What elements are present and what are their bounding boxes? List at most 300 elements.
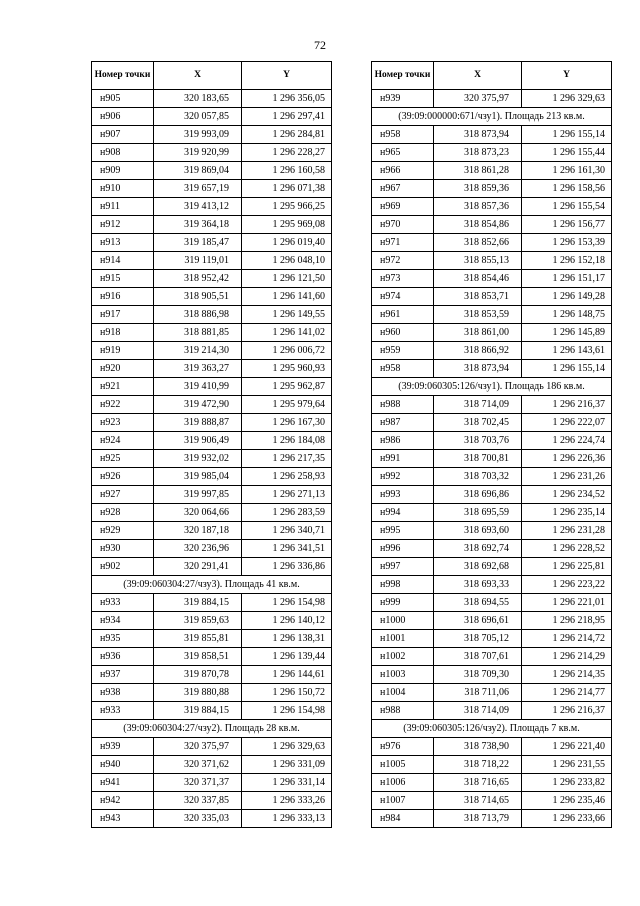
x-coordinate-cell: 320 337,85 [154,792,242,810]
x-coordinate-cell: 319 906,49 [154,432,242,450]
section-caption: (39:09:060305:126/чзу2). Площадь 7 кв.м. [372,720,612,738]
x-coordinate-cell: 318 714,65 [434,792,522,810]
y-coordinate-cell: 1 296 153,39 [522,234,612,252]
x-coordinate-cell: 320 335,03 [154,810,242,828]
section-caption: (39:09:000000:671/чзу1). Площадь 213 кв.м. [372,108,612,126]
table-row [92,792,332,810]
x-coordinate-cell: 320 236,96 [154,540,242,558]
table-row [92,216,332,234]
point-number-cell: н996 [372,540,434,558]
x-coordinate-cell: 319 413,12 [154,198,242,216]
table-row [92,360,332,378]
point-number-cell: н911 [92,198,154,216]
y-coordinate-cell: 1 296 184,08 [242,432,332,450]
point-number-cell: н1004 [372,684,434,702]
y-coordinate-cell: 1 296 228,52 [522,540,612,558]
table-row [92,648,332,666]
y-coordinate-cell: 1 296 214,35 [522,666,612,684]
x-coordinate-cell: 318 709,30 [434,666,522,684]
x-coordinate-cell: 318 711,06 [434,684,522,702]
y-coordinate-cell: 1 296 231,28 [522,522,612,540]
x-coordinate-cell: 318 861,00 [434,324,522,342]
y-coordinate-cell: 1 296 148,75 [522,306,612,324]
table-row [92,90,332,108]
header-x: X [154,62,242,90]
y-coordinate-cell: 1 296 283,59 [242,504,332,522]
y-coordinate-cell: 1 296 139,44 [242,648,332,666]
x-coordinate-cell: 318 714,09 [434,396,522,414]
x-coordinate-cell: 319 870,78 [154,666,242,684]
table-row [372,414,612,432]
y-coordinate-cell: 1 296 149,55 [242,306,332,324]
y-coordinate-cell: 1 296 331,14 [242,774,332,792]
x-coordinate-cell: 318 873,94 [434,126,522,144]
point-number-cell: н942 [92,792,154,810]
coordinates-table-right [371,61,612,828]
y-coordinate-cell: 1 296 048,10 [242,252,332,270]
y-coordinate-cell: 1 296 225,81 [522,558,612,576]
x-coordinate-cell: 318 696,61 [434,612,522,630]
table-row [92,540,332,558]
table-row [372,198,612,216]
table-row [92,270,332,288]
header-x: X [434,62,522,90]
point-number-cell: н925 [92,450,154,468]
table-row [372,666,612,684]
x-coordinate-cell: 318 873,94 [434,360,522,378]
x-coordinate-cell: 318 696,86 [434,486,522,504]
point-number-cell: н993 [372,486,434,504]
x-coordinate-cell: 319 997,85 [154,486,242,504]
point-number-cell: н926 [92,468,154,486]
x-coordinate-cell: 319 657,19 [154,180,242,198]
x-coordinate-cell: 318 705,12 [434,630,522,648]
point-number-cell: н924 [92,432,154,450]
x-coordinate-cell: 318 692,74 [434,540,522,558]
x-coordinate-cell: 318 854,86 [434,216,522,234]
x-coordinate-cell: 319 993,09 [154,126,242,144]
x-coordinate-cell: 318 881,85 [154,324,242,342]
y-coordinate-cell: 1 295 969,08 [242,216,332,234]
point-number-cell: н974 [372,288,434,306]
table-row [372,180,612,198]
point-number-cell: н1000 [372,612,434,630]
point-number-cell: н934 [92,612,154,630]
x-coordinate-cell: 319 880,88 [154,684,242,702]
point-number-cell: н960 [372,324,434,342]
point-number-cell: н906 [92,108,154,126]
table-row [92,594,332,612]
x-coordinate-cell: 319 855,81 [154,630,242,648]
table-row [372,144,612,162]
y-coordinate-cell: 1 296 297,41 [242,108,332,126]
table-row [372,432,612,450]
table-row [92,396,332,414]
point-number-cell: н913 [92,234,154,252]
y-coordinate-cell: 1 296 233,82 [522,774,612,792]
table-row [372,504,612,522]
header-point-number: Номер точки [92,62,154,90]
point-number-cell: н933 [92,594,154,612]
point-number-cell: н1006 [372,774,434,792]
point-number-cell: н933 [92,702,154,720]
point-number-cell: н998 [372,576,434,594]
point-number-cell: н943 [92,810,154,828]
point-number-cell: н1001 [372,630,434,648]
table-row [372,324,612,342]
point-number-cell: н941 [92,774,154,792]
y-coordinate-cell: 1 296 340,71 [242,522,332,540]
table-row [372,90,612,108]
x-coordinate-cell: 318 700,81 [434,450,522,468]
table-row [372,774,612,792]
point-number-cell: н910 [92,180,154,198]
point-number-cell: н907 [92,126,154,144]
point-number-cell: н988 [372,702,434,720]
y-coordinate-cell: 1 296 140,12 [242,612,332,630]
point-number-cell: н969 [372,198,434,216]
table-header-row [92,62,332,90]
table-row [372,234,612,252]
point-number-cell: н958 [372,126,434,144]
x-coordinate-cell: 319 869,04 [154,162,242,180]
y-coordinate-cell: 1 295 979,64 [242,396,332,414]
y-coordinate-cell: 1 296 235,46 [522,792,612,810]
x-coordinate-cell: 319 884,15 [154,702,242,720]
table-row [92,108,332,126]
table-row [372,612,612,630]
table-row [372,792,612,810]
point-number-cell: н971 [372,234,434,252]
y-coordinate-cell: 1 296 235,14 [522,504,612,522]
section-caption-row [92,576,332,594]
table-row [372,360,612,378]
table-row [372,522,612,540]
x-coordinate-cell: 319 363,27 [154,360,242,378]
point-number-cell: н1007 [372,792,434,810]
y-coordinate-cell: 1 296 333,26 [242,792,332,810]
table-row [92,738,332,756]
point-number-cell: н972 [372,252,434,270]
x-coordinate-cell: 318 855,13 [434,252,522,270]
point-number-cell: н966 [372,162,434,180]
point-number-cell: н928 [92,504,154,522]
y-coordinate-cell: 1 296 145,89 [522,324,612,342]
y-coordinate-cell: 1 296 336,86 [242,558,332,576]
x-coordinate-cell: 320 064,66 [154,504,242,522]
point-number-cell: н997 [372,558,434,576]
x-coordinate-cell: 320 375,97 [154,738,242,756]
table-row [372,216,612,234]
y-coordinate-cell: 1 296 221,40 [522,738,612,756]
y-coordinate-cell: 1 296 160,58 [242,162,332,180]
point-number-cell: н930 [92,540,154,558]
table-row [372,486,612,504]
y-coordinate-cell: 1 296 143,61 [522,342,612,360]
y-coordinate-cell: 1 296 151,17 [522,270,612,288]
y-coordinate-cell: 1 296 167,30 [242,414,332,432]
point-number-cell: н970 [372,216,434,234]
table-row [372,450,612,468]
x-coordinate-cell: 320 371,37 [154,774,242,792]
x-coordinate-cell: 318 714,09 [434,702,522,720]
header-y: Y [242,62,332,90]
point-number-cell: н919 [92,342,154,360]
table-row [92,684,332,702]
y-coordinate-cell: 1 296 221,01 [522,594,612,612]
y-coordinate-cell: 1 296 006,72 [242,342,332,360]
point-number-cell: н987 [372,414,434,432]
x-coordinate-cell: 319 888,87 [154,414,242,432]
y-coordinate-cell: 1 296 223,22 [522,576,612,594]
table-row [92,504,332,522]
x-coordinate-cell: 320 183,65 [154,90,242,108]
point-number-cell: н994 [372,504,434,522]
point-number-cell: н914 [92,252,154,270]
table-row [92,288,332,306]
y-coordinate-cell: 1 296 154,98 [242,594,332,612]
x-coordinate-cell: 318 694,55 [434,594,522,612]
y-coordinate-cell: 1 296 216,37 [522,396,612,414]
x-coordinate-cell: 318 861,28 [434,162,522,180]
table-row [92,126,332,144]
table-row [92,162,332,180]
section-caption-row [372,108,612,126]
point-number-cell: н967 [372,180,434,198]
y-coordinate-cell: 1 296 231,55 [522,756,612,774]
y-coordinate-cell: 1 296 161,30 [522,162,612,180]
table-row [372,558,612,576]
section-caption-row [372,378,612,396]
table-row [92,810,332,828]
x-coordinate-cell: 318 873,23 [434,144,522,162]
table-row [92,252,332,270]
table-row [372,288,612,306]
y-coordinate-cell: 1 296 214,77 [522,684,612,702]
x-coordinate-cell: 319 920,99 [154,144,242,162]
y-coordinate-cell: 1 296 234,52 [522,486,612,504]
point-number-cell: н921 [92,378,154,396]
y-coordinate-cell: 1 296 231,26 [522,468,612,486]
x-coordinate-cell: 319 364,18 [154,216,242,234]
point-number-cell: н959 [372,342,434,360]
table-row [92,306,332,324]
point-number-cell: н939 [92,738,154,756]
y-coordinate-cell: 1 296 155,44 [522,144,612,162]
table-row [372,702,612,720]
point-number-cell: н915 [92,270,154,288]
y-coordinate-cell: 1 296 233,66 [522,810,612,828]
table-row [372,810,612,828]
y-coordinate-cell: 1 296 226,36 [522,450,612,468]
point-number-cell: н992 [372,468,434,486]
point-number-cell: н923 [92,414,154,432]
header-y: Y [522,62,612,90]
y-coordinate-cell: 1 296 214,72 [522,630,612,648]
point-number-cell: н916 [92,288,154,306]
x-coordinate-cell: 319 214,30 [154,342,242,360]
y-coordinate-cell: 1 296 155,14 [522,360,612,378]
point-number-cell: н920 [92,360,154,378]
y-coordinate-cell: 1 296 284,81 [242,126,332,144]
page-number: 72 [314,38,326,52]
x-coordinate-cell: 320 057,85 [154,108,242,126]
table-row [92,630,332,648]
point-number-cell: н961 [372,306,434,324]
table-row [92,666,332,684]
x-coordinate-cell: 320 187,18 [154,522,242,540]
point-number-cell: н938 [92,684,154,702]
point-number-cell: н995 [372,522,434,540]
section-caption: (39:09:060305:126/чзу1). Площадь 186 кв.м. [372,378,612,396]
table-row [92,486,332,504]
y-coordinate-cell: 1 296 214,29 [522,648,612,666]
x-coordinate-cell: 318 702,45 [434,414,522,432]
table-row [92,180,332,198]
y-coordinate-cell: 1 296 329,63 [522,90,612,108]
y-coordinate-cell: 1 296 333,13 [242,810,332,828]
table-row [92,612,332,630]
y-coordinate-cell: 1 296 150,72 [242,684,332,702]
x-coordinate-cell: 318 738,90 [434,738,522,756]
x-coordinate-cell: 318 713,79 [434,810,522,828]
y-coordinate-cell: 1 295 966,25 [242,198,332,216]
table-row [372,396,612,414]
point-number-cell: н1005 [372,756,434,774]
y-coordinate-cell: 1 295 962,87 [242,378,332,396]
table-row [372,738,612,756]
y-coordinate-cell: 1 296 071,38 [242,180,332,198]
y-coordinate-cell: 1 296 222,07 [522,414,612,432]
x-coordinate-cell: 318 703,76 [434,432,522,450]
y-coordinate-cell: 1 296 216,37 [522,702,612,720]
point-number-cell: н927 [92,486,154,504]
y-coordinate-cell: 1 296 224,74 [522,432,612,450]
x-coordinate-cell: 320 375,97 [434,90,522,108]
y-coordinate-cell: 1 296 141,60 [242,288,332,306]
point-number-cell: н1003 [372,666,434,684]
y-coordinate-cell: 1 296 155,54 [522,198,612,216]
table-header-row [372,62,612,90]
point-number-cell: н940 [92,756,154,774]
table-row [92,450,332,468]
table-row [92,342,332,360]
x-coordinate-cell: 318 886,98 [154,306,242,324]
x-coordinate-cell: 319 472,90 [154,396,242,414]
x-coordinate-cell: 320 371,62 [154,756,242,774]
point-number-cell: н937 [92,666,154,684]
y-coordinate-cell: 1 296 271,13 [242,486,332,504]
x-coordinate-cell: 319 185,47 [154,234,242,252]
point-number-cell: н908 [92,144,154,162]
point-number-cell: н986 [372,432,434,450]
point-number-cell: н939 [372,90,434,108]
y-coordinate-cell: 1 296 155,14 [522,126,612,144]
y-coordinate-cell: 1 296 019,40 [242,234,332,252]
table-row [372,162,612,180]
x-coordinate-cell: 319 410,99 [154,378,242,396]
y-coordinate-cell: 1 296 121,50 [242,270,332,288]
table-body-left [92,90,332,828]
section-caption: (39:09:060304:27/чзу2). Площадь 28 кв.м. [92,720,332,738]
x-coordinate-cell: 319 884,15 [154,594,242,612]
table-row [372,756,612,774]
point-number-cell: н976 [372,738,434,756]
y-coordinate-cell: 1 296 141,02 [242,324,332,342]
x-coordinate-cell: 318 853,71 [434,288,522,306]
table-row [372,648,612,666]
x-coordinate-cell: 318 693,60 [434,522,522,540]
y-coordinate-cell: 1 296 158,56 [522,180,612,198]
section-caption: (39:09:060304:27/чзу3). Площадь 41 кв.м. [92,576,332,594]
table-row [92,378,332,396]
y-coordinate-cell: 1 296 149,28 [522,288,612,306]
table-row [372,270,612,288]
point-number-cell: н965 [372,144,434,162]
x-coordinate-cell: 319 859,63 [154,612,242,630]
y-coordinate-cell: 1 296 356,05 [242,90,332,108]
x-coordinate-cell: 318 693,33 [434,576,522,594]
table-row [372,594,612,612]
table-row [372,684,612,702]
table-row [92,414,332,432]
table-row [92,774,332,792]
coordinates-table-left [91,61,332,828]
table-row [92,234,332,252]
table-row [92,702,332,720]
y-coordinate-cell: 1 296 228,27 [242,144,332,162]
x-coordinate-cell: 318 707,61 [434,648,522,666]
table-row [92,522,332,540]
point-number-cell: н958 [372,360,434,378]
x-coordinate-cell: 318 857,36 [434,198,522,216]
x-coordinate-cell: 318 952,42 [154,270,242,288]
y-coordinate-cell: 1 295 960,93 [242,360,332,378]
y-coordinate-cell: 1 296 152,18 [522,252,612,270]
y-coordinate-cell: 1 296 154,98 [242,702,332,720]
point-number-cell: н1002 [372,648,434,666]
section-caption-row [372,720,612,738]
table-row [92,756,332,774]
point-number-cell: н988 [372,396,434,414]
table-body-right [372,90,612,828]
table-row [372,306,612,324]
y-coordinate-cell: 1 296 217,35 [242,450,332,468]
table-row [372,576,612,594]
y-coordinate-cell: 1 296 258,93 [242,468,332,486]
x-coordinate-cell: 318 859,36 [434,180,522,198]
x-coordinate-cell: 319 985,04 [154,468,242,486]
x-coordinate-cell: 318 695,59 [434,504,522,522]
table-row [372,540,612,558]
point-number-cell: н936 [92,648,154,666]
table-row [92,198,332,216]
y-coordinate-cell: 1 296 218,95 [522,612,612,630]
y-coordinate-cell: 1 296 144,61 [242,666,332,684]
table-row [372,252,612,270]
y-coordinate-cell: 1 296 329,63 [242,738,332,756]
table-row [372,468,612,486]
x-coordinate-cell: 319 932,02 [154,450,242,468]
x-coordinate-cell: 318 692,68 [434,558,522,576]
point-number-cell: н984 [372,810,434,828]
x-coordinate-cell: 318 703,32 [434,468,522,486]
point-number-cell: н902 [92,558,154,576]
point-number-cell: н905 [92,90,154,108]
x-coordinate-cell: 318 716,65 [434,774,522,792]
y-coordinate-cell: 1 296 341,51 [242,540,332,558]
point-number-cell: н935 [92,630,154,648]
